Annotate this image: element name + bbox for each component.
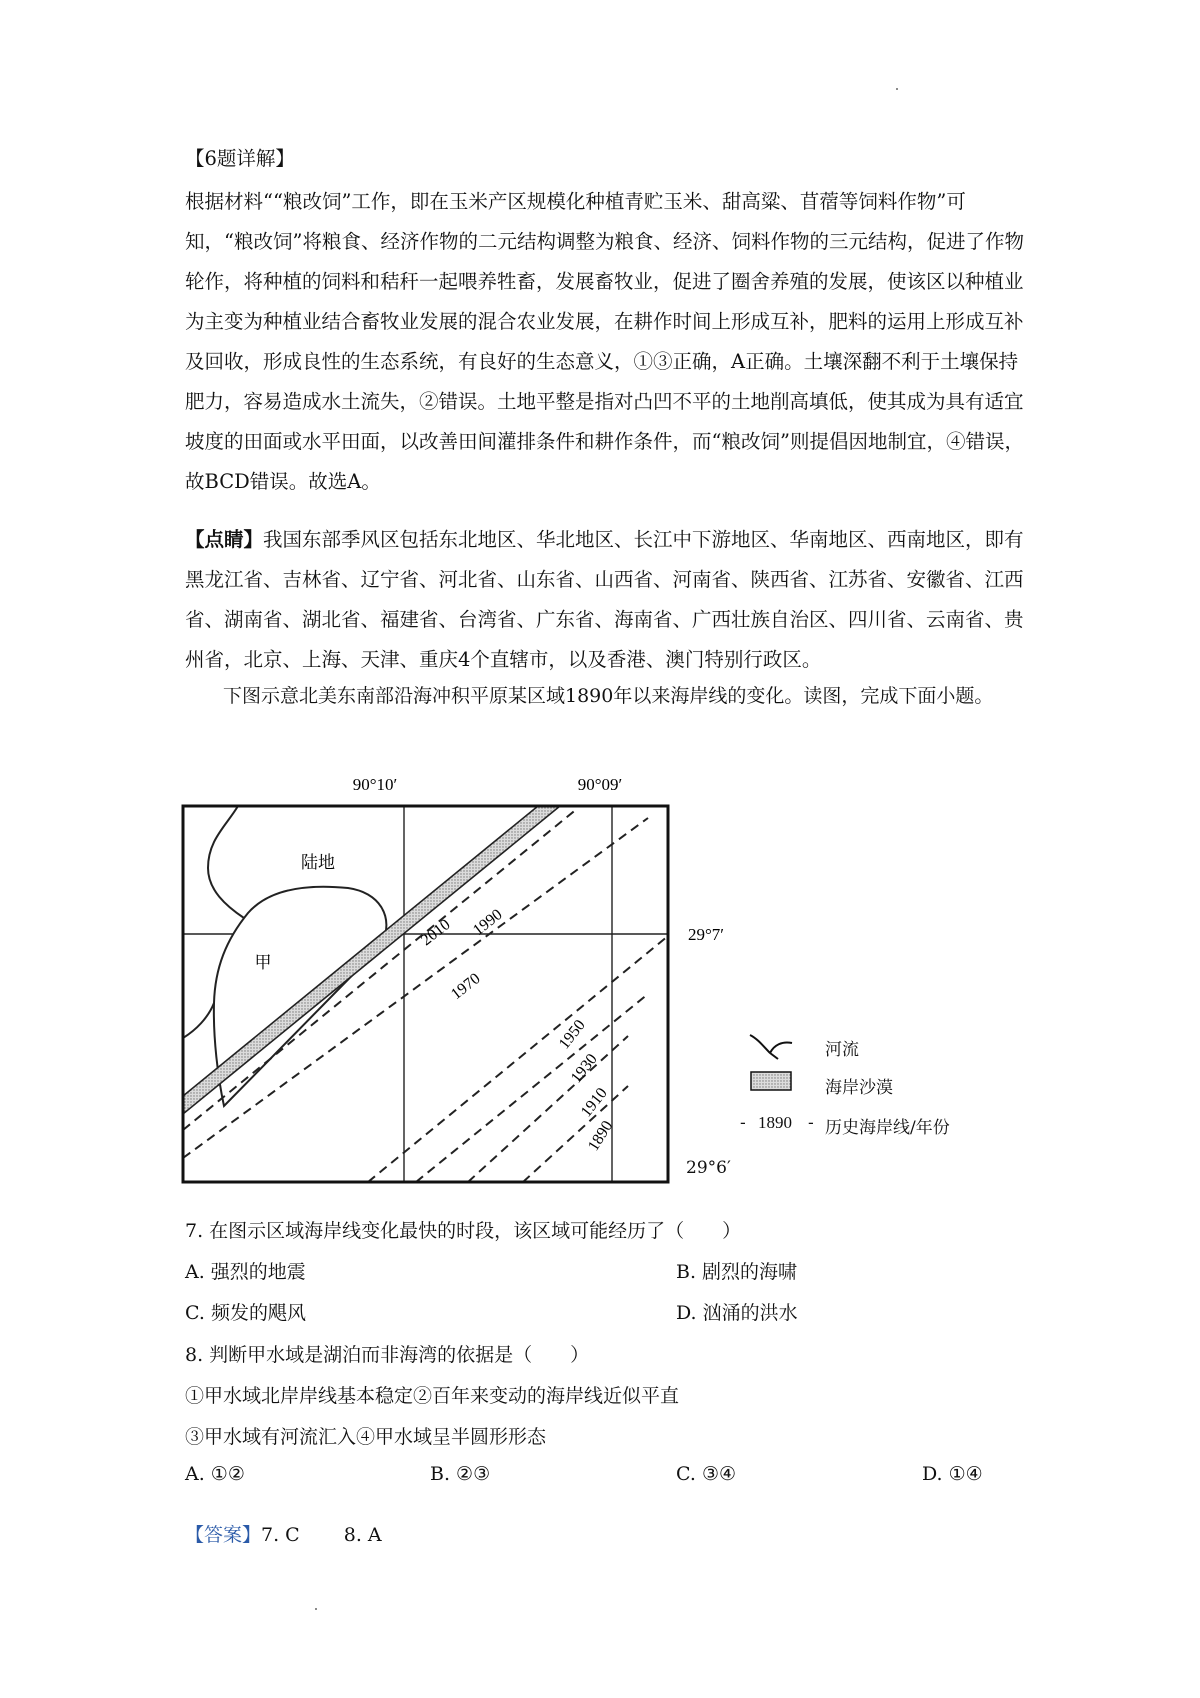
answer-line xyxy=(185,1520,382,1547)
answer-label: 【答案】 xyxy=(185,1524,262,1546)
q8-statement-line1: ①甲水域北岸岸线基本稳定②百年来变动的海岸线近似平直 xyxy=(185,1385,680,1407)
legend-dash-left: - xyxy=(740,1113,746,1133)
lon-left-label: 90°10′ xyxy=(352,775,398,794)
q8-statement-line2: ③甲水域有河流汇入④甲水域呈半圆形形态 xyxy=(185,1426,547,1448)
year-label-1930: 1930 xyxy=(567,1050,601,1087)
scan-speck xyxy=(315,1608,317,1610)
shoreline-1950 xyxy=(368,936,668,1182)
tip-text: 我国东部季风区包括东北地区、华北地区、长江中下游地区、华南地区、西南地区，即有黑龙江省、吉林省、辽宁省、河北省、山东省、山西省、河南省、陕西省、江苏省、安徽省、江西省、湖南省、湖北省、福建省、台湾省、广东省、海南省、广西壮族自治区、四川省、云南省、贵州省，北京、上海、天津、重庆4个直辖市，以及香港、澳门特别行政区。 xyxy=(185,528,1024,671)
legend-shoreline-sample: 1890 xyxy=(758,1113,792,1132)
shoreline-1930 xyxy=(416,994,648,1182)
lon-right-label: 90°09′ xyxy=(577,775,623,794)
coastline-map-svg xyxy=(178,768,738,1188)
question-intro: 下图示意北美东南部沿海冲积平原某区域1890年以来海岸线的变化。读图，完成下面小题。 xyxy=(223,685,994,707)
tip-label: 【点睛】 xyxy=(185,528,264,551)
legend-dash-right: - xyxy=(808,1113,814,1133)
legend-river-label: 河流 xyxy=(825,1040,859,1060)
answer-7: 7. C xyxy=(261,1524,300,1546)
q7-option-c: C. 频发的飓风 xyxy=(185,1302,306,1324)
q7-stem: 7. 在图示区域海岸线变化最快的时段，该区域可能经历了（ ） xyxy=(185,1220,742,1242)
q8-option-d: D. ①④ xyxy=(922,1463,983,1485)
q6-explanation: 根据材料““粮改饲”工作，即在玉米产区规模化种植青贮玉米、甜高粱、苜蓿等饲料作物”可知，“粮改饲”将粮食、经济作物的二元结构调整为粮食、经济、饲料作物的三元结构，促进了作物轮作，将种植的饲料和秸秆一起喂养牲畜，发展畜牧业，促进了圈舍养殖的发展，使该区以种植业为主变为种植业结合畜牧业发展的混合农业发展，在耕作时间上形成互补，肥料的运用上形成互补及回收，形成良性的生态系统，有良好的生态意义，①③正确，A正确。土壤深翻不利于土壤保持肥力，容易造成水土流失，②错误。土地平整是指对凸凹不平的土地削高填低，使其成为具有适宜坡度的田面或水平田面，以改善田间灌排条件和耕作条件，而“粮改饲”则提倡因地制宜，④错误，故BCD错误。故选A。 xyxy=(185,190,1024,493)
q8-option-b: B. ②③ xyxy=(430,1463,491,1485)
q8-option-a: A. ①② xyxy=(185,1463,245,1485)
river-legend-icon xyxy=(748,1031,798,1061)
desert-legend-icon xyxy=(750,1071,800,1095)
legend-shoreline-label: 历史海岸线/年份 xyxy=(825,1118,950,1138)
q8-option-c: C. ③④ xyxy=(676,1463,737,1485)
legend-desert-label: 海岸沙漠 xyxy=(825,1078,893,1098)
scan-speck xyxy=(896,88,898,90)
year-label-1910: 1910 xyxy=(577,1084,611,1121)
river xyxy=(208,806,244,918)
coastline-map xyxy=(178,768,738,1192)
lat-top-label: 29°7′ xyxy=(688,925,725,944)
q7-option-b: B. 剧烈的海啸 xyxy=(676,1261,798,1283)
year-label-1970: 1970 xyxy=(447,970,484,1004)
lake-label: 甲 xyxy=(254,953,272,973)
lake-outline xyxy=(214,887,387,1106)
year-label-1950: 1950 xyxy=(555,1016,589,1053)
tip-paragraph xyxy=(185,520,1025,680)
lat-bottom-label: 29°6′ xyxy=(686,1158,731,1178)
q7-option-a: A. 强烈的地震 xyxy=(185,1261,306,1283)
year-label-1890: 1890 xyxy=(584,1117,617,1155)
lake-west-shore xyxy=(183,1003,214,1038)
answer-8: 8. A xyxy=(343,1524,382,1546)
section-heading: 【6题详解】 xyxy=(185,147,295,170)
q7-option-d: D. 汹涌的洪水 xyxy=(676,1302,798,1324)
year-label-2010: 2010 xyxy=(417,916,454,950)
year-label-1990: 1990 xyxy=(469,906,506,940)
land-label: 陆地 xyxy=(301,853,335,873)
q8-stem: 8. 判断甲水域是湖泊而非海湾的依据是（ ） xyxy=(185,1344,590,1366)
